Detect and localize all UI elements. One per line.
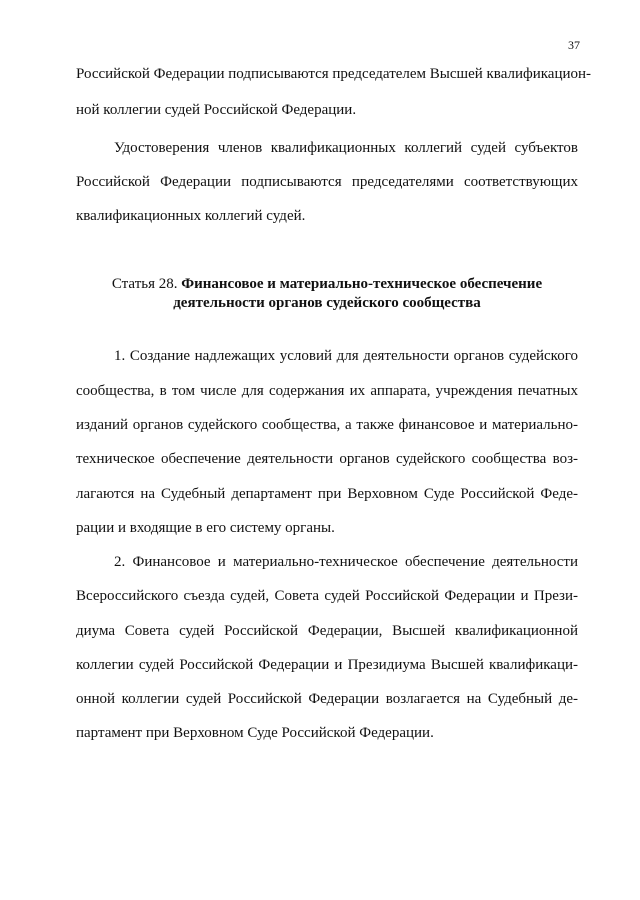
text-line: коллегии судей Российской Федерации и Президиума Высшей квалификаци- — [76, 657, 578, 673]
heading-line-1 — [76, 274, 578, 294]
text-line: сообщества, в том числе для содержания их аппарата, учреждения печатных — [76, 383, 578, 399]
text-line: квалификационных коллегий судей. — [76, 208, 306, 224]
text-line: Удостоверения членов квалификационных коллегий судей субъектов — [114, 140, 578, 156]
text-line: техническое обеспечение деятельности органов судейского сообщества воз- — [76, 451, 578, 467]
heading-line-2 — [76, 293, 578, 313]
text-line: 2. Финансовое и материально-техническое обеспечение деятельности — [114, 554, 578, 570]
text-line: Всероссийского съезда судей, Совета судей Российской Федерации и Прези- — [76, 588, 578, 604]
text-line: ной коллегии судей Российской Федерации. — [76, 102, 357, 118]
text-line: Российской Федерации подписываются председателем Высшей квалификацион- — [76, 66, 592, 82]
text-line: рации и входящие в его систему органы. — [76, 520, 335, 536]
text-line: партамент при Верховном Суде Российской Федерации. — [76, 725, 434, 741]
article-number: Статья 28. — [111, 276, 182, 292]
article-title: Финансовое и материально-техническое обеспечение — [181, 276, 543, 292]
text-line: Российской Федерации подписываются председателями соответствующих — [76, 174, 578, 190]
text-line: онной коллегии судей Российской Федерации возлагается на Судебный де- — [76, 691, 578, 707]
text-line: диума Совета судей Российской Федерации, Высшей квалификационной — [76, 623, 578, 639]
page-number: 37 — [568, 38, 580, 52]
article-title: деятельности органов судейского сообщества — [173, 295, 481, 311]
text-line: лагаются на Судебный департамент при Верховном Суде Российской Феде- — [76, 486, 578, 502]
text-line: 1. Создание надлежащих условий для деятельности органов судейского — [114, 348, 578, 364]
text-line: изданий органов судейского сообщества, а также финансовое и материально- — [76, 417, 578, 433]
